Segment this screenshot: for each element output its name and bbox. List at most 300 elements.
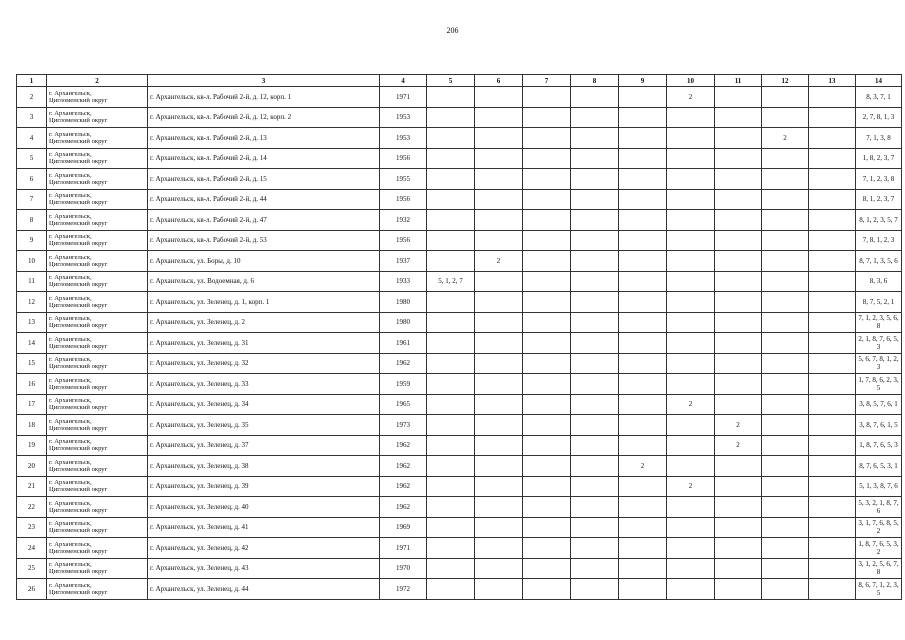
col8-cell (571, 169, 619, 190)
address-cell: г. Архангельск, ул. Зеленец, д. 44 (148, 579, 380, 600)
col14-cell: 8, 6, 7, 1, 2, 3, 5 (856, 579, 902, 600)
year-cell: 1953 (380, 128, 427, 149)
column-header: 14 (856, 75, 902, 87)
table-row (17, 374, 902, 395)
table-row (17, 210, 902, 231)
col13-cell (809, 394, 856, 415)
col7-cell (523, 128, 571, 149)
col14-cell: 2, 1, 8, 7, 6, 5, 3 (856, 333, 902, 354)
col11-cell (715, 353, 762, 374)
table-row (17, 333, 902, 354)
col12-cell (762, 251, 809, 272)
col6-cell (475, 415, 523, 436)
col11-cell (715, 230, 762, 251)
district-cell (47, 87, 148, 108)
col13-cell (809, 251, 856, 272)
year-cell: 1962 (380, 456, 427, 477)
district-cell (47, 251, 148, 272)
row-number-cell: 2 (17, 87, 47, 108)
column-header: 9 (619, 75, 667, 87)
district-cell (47, 271, 148, 292)
col10-cell (667, 210, 715, 231)
col9-cell (619, 476, 667, 497)
col9-cell (619, 353, 667, 374)
col12-cell (762, 353, 809, 374)
address-cell: г. Архангельск, кв-л. Рабочий 2-й, д. 44 (148, 189, 380, 210)
col11-cell (715, 169, 762, 190)
col8-cell (571, 558, 619, 579)
col5-cell (427, 517, 475, 538)
col13-cell (809, 107, 856, 128)
col8-cell (571, 394, 619, 415)
column-header: 12 (762, 75, 809, 87)
table-row (17, 456, 902, 477)
col10-cell: 2 (667, 87, 715, 108)
col7-cell (523, 189, 571, 210)
col14-cell: 3, 1, 2, 5, 6, 7, 8 (856, 558, 902, 579)
district-okrug: Цигломенский округ (49, 404, 108, 412)
district-okrug: Цигломенский округ (49, 158, 108, 166)
district-city: г. Архангельск, (49, 315, 92, 323)
col5-cell (427, 538, 475, 559)
year-cell: 1962 (380, 435, 427, 456)
district-okrug: Цигломенский округ (49, 547, 108, 555)
column-header: 13 (809, 75, 856, 87)
address-cell: г. Архангельск, кв-л. Рабочий 2-й, д. 13 (148, 128, 380, 149)
district-city: г. Архангельск, (49, 458, 92, 466)
col6-cell (475, 128, 523, 149)
row-number-cell: 18 (17, 415, 47, 436)
district-okrug: Цигломенский округ (49, 322, 108, 330)
row-number-cell: 9 (17, 230, 47, 251)
col11-cell (715, 128, 762, 149)
col11-cell (715, 189, 762, 210)
district-city: г. Архангельск, (49, 356, 92, 364)
col8-cell (571, 292, 619, 313)
year-cell: 1973 (380, 415, 427, 436)
district-city: г. Архангельск, (49, 438, 92, 446)
district-city: г. Архангельск, (49, 417, 92, 425)
col12-cell (762, 148, 809, 169)
col14-cell: 8, 7, 6, 5, 3, 1 (856, 456, 902, 477)
col14-cell: 5, 1, 3, 8, 7, 6 (856, 476, 902, 497)
address-cell: г. Архангельск, кв-л. Рабочий 2-й, д. 53 (148, 230, 380, 251)
address-cell: г. Архангельск, ул. Зеленец, д. 32 (148, 353, 380, 374)
col7-cell (523, 292, 571, 313)
col7-cell (523, 251, 571, 272)
col14-cell: 5, 3, 2, 1, 8, 7, 6 (856, 497, 902, 518)
column-header: 1 (17, 75, 47, 87)
year-cell: 1933 (380, 271, 427, 292)
col10-cell (667, 415, 715, 436)
col8-cell (571, 87, 619, 108)
col8-cell (571, 517, 619, 538)
col11-cell (715, 579, 762, 600)
col8-cell (571, 128, 619, 149)
district-cell (47, 107, 148, 128)
col8-cell (571, 230, 619, 251)
col13-cell (809, 456, 856, 477)
district-city: г. Архангельск, (49, 499, 92, 507)
district-cell (47, 353, 148, 374)
column-header: 2 (47, 75, 148, 87)
district-cell (47, 497, 148, 518)
district-okrug: Цигломенский округ (49, 383, 108, 391)
district-okrug: Цигломенский округ (49, 465, 108, 473)
district-okrug: Цигломенский округ (49, 219, 108, 227)
col7-cell (523, 579, 571, 600)
table-row (17, 251, 902, 272)
col13-cell (809, 210, 856, 231)
col11-cell (715, 497, 762, 518)
address-cell: г. Архангельск, ул. Зеленец, д. 35 (148, 415, 380, 436)
col13-cell (809, 333, 856, 354)
table-row (17, 394, 902, 415)
col9-cell (619, 189, 667, 210)
col10-cell (667, 148, 715, 169)
col5-cell (427, 394, 475, 415)
col8-cell (571, 538, 619, 559)
col13-cell (809, 148, 856, 169)
address-cell: г. Архангельск, ул. Зеленец, д. 31 (148, 333, 380, 354)
col5-cell (427, 353, 475, 374)
col12-cell (762, 292, 809, 313)
col14-cell: 8, 3, 6 (856, 271, 902, 292)
district-cell (47, 579, 148, 600)
col5-cell (427, 230, 475, 251)
row-number-cell: 15 (17, 353, 47, 374)
year-cell: 1980 (380, 312, 427, 333)
row-number-cell: 8 (17, 210, 47, 231)
district-cell (47, 210, 148, 231)
table-row (17, 128, 902, 149)
col7-cell (523, 538, 571, 559)
col8-cell (571, 148, 619, 169)
col14-cell: 1, 8, 7, 6, 5, 3 (856, 435, 902, 456)
col6-cell (475, 169, 523, 190)
col13-cell (809, 558, 856, 579)
col9-cell (619, 579, 667, 600)
col7-cell (523, 148, 571, 169)
row-number-cell: 6 (17, 169, 47, 190)
col9-cell (619, 292, 667, 313)
table-row (17, 538, 902, 559)
col10-cell (667, 292, 715, 313)
col6-cell (475, 476, 523, 497)
district-okrug: Цигломенский округ (49, 137, 108, 145)
col6-cell (475, 230, 523, 251)
district-okrug: Цигломенский округ (49, 178, 108, 186)
address-cell: г. Архангельск, ул. Зеленец, д. 39 (148, 476, 380, 497)
row-number-cell: 16 (17, 374, 47, 395)
district-okrug: Цигломенский округ (49, 506, 108, 514)
col14-cell: 8, 7, 5, 2, 1 (856, 292, 902, 313)
col9-cell (619, 251, 667, 272)
col5-cell (427, 558, 475, 579)
col14-cell: 5, 6, 7, 8, 1, 2, 3 (856, 353, 902, 374)
district-cell (47, 333, 148, 354)
col12-cell (762, 394, 809, 415)
district-city: г. Архангельск, (49, 233, 92, 241)
year-cell: 1971 (380, 538, 427, 559)
district-okrug: Цигломенский округ (49, 301, 108, 309)
district-okrug: Цигломенский округ (49, 527, 108, 535)
col14-cell: 1, 7, 8, 6, 2, 3, 5 (856, 374, 902, 395)
col9-cell (619, 394, 667, 415)
col8-cell (571, 435, 619, 456)
district-cell (47, 312, 148, 333)
district-city: г. Архангельск, (49, 397, 92, 405)
col13-cell (809, 128, 856, 149)
col7-cell (523, 230, 571, 251)
col13-cell (809, 87, 856, 108)
district-okrug: Цигломенский округ (49, 342, 108, 350)
col11-cell (715, 148, 762, 169)
col7-cell (523, 333, 571, 354)
register-body (17, 87, 902, 600)
col12-cell (762, 517, 809, 538)
address-cell: г. Архангельск, ул. Зеленец, д. 38 (148, 456, 380, 477)
table-row (17, 107, 902, 128)
year-cell: 1956 (380, 148, 427, 169)
header-row (17, 75, 902, 87)
col8-cell (571, 251, 619, 272)
district-okrug: Цигломенский округ (49, 260, 108, 268)
col13-cell (809, 312, 856, 333)
col5-cell (427, 497, 475, 518)
col10-cell (667, 169, 715, 190)
address-cell: г. Архангельск, кв-л. Рабочий 2-й, д. 12, корп. 2 (148, 107, 380, 128)
table-row (17, 292, 902, 313)
col13-cell (809, 271, 856, 292)
district-city: г. Архангельск, (49, 110, 92, 118)
col6-cell: 2 (475, 251, 523, 272)
table-row (17, 558, 902, 579)
col5-cell (427, 333, 475, 354)
col14-cell: 8, 7, 1, 3, 5, 6 (856, 251, 902, 272)
col7-cell (523, 374, 571, 395)
col14-cell: 7, 1, 2, 3, 8 (856, 169, 902, 190)
col7-cell (523, 456, 571, 477)
col5-cell (427, 251, 475, 272)
col9-cell (619, 435, 667, 456)
col5-cell (427, 189, 475, 210)
year-cell: 1965 (380, 394, 427, 415)
col5-cell (427, 292, 475, 313)
district-okrug: Цигломенский округ (49, 486, 108, 494)
col11-cell: 2 (715, 435, 762, 456)
row-number-cell: 24 (17, 538, 47, 559)
col12-cell (762, 333, 809, 354)
col10-cell (667, 497, 715, 518)
address-cell: г. Архангельск, ул. Зеленец, д. 33 (148, 374, 380, 395)
col5-cell (427, 312, 475, 333)
column-header: 8 (571, 75, 619, 87)
table-row (17, 517, 902, 538)
col11-cell (715, 251, 762, 272)
district-okrug: Цигломенский округ (49, 199, 108, 207)
row-number-cell: 20 (17, 456, 47, 477)
col12-cell (762, 230, 809, 251)
district-cell (47, 128, 148, 149)
year-cell: 1953 (380, 107, 427, 128)
col13-cell (809, 517, 856, 538)
col14-cell: 7, 8, 1, 2, 3 (856, 230, 902, 251)
col9-cell (619, 538, 667, 559)
address-cell: г. Архангельск, ул. Зеленец, д. 2 (148, 312, 380, 333)
col13-cell (809, 292, 856, 313)
address-cell: г. Архангельск, ул. Зеленец, д. 34 (148, 394, 380, 415)
col6-cell (475, 148, 523, 169)
col8-cell (571, 415, 619, 436)
col6-cell (475, 374, 523, 395)
col11-cell (715, 394, 762, 415)
row-number-cell: 21 (17, 476, 47, 497)
col13-cell (809, 169, 856, 190)
col8-cell (571, 189, 619, 210)
col13-cell (809, 353, 856, 374)
col10-cell (667, 312, 715, 333)
district-okrug: Цигломенский округ (49, 281, 108, 289)
col12-cell (762, 374, 809, 395)
col6-cell (475, 579, 523, 600)
col9-cell (619, 128, 667, 149)
row-number-cell: 4 (17, 128, 47, 149)
district-city: г. Архангельск, (49, 171, 92, 179)
year-cell: 1980 (380, 292, 427, 313)
col11-cell (715, 476, 762, 497)
col6-cell (475, 333, 523, 354)
district-cell (47, 394, 148, 415)
year-cell: 1971 (380, 87, 427, 108)
col11-cell (715, 538, 762, 559)
col8-cell (571, 374, 619, 395)
table-row (17, 271, 902, 292)
col8-cell (571, 333, 619, 354)
col5-cell (427, 415, 475, 436)
col5-cell: 5, 1, 2, 7 (427, 271, 475, 292)
row-number-cell: 10 (17, 251, 47, 272)
col5-cell (427, 374, 475, 395)
col9-cell (619, 415, 667, 436)
col5-cell (427, 128, 475, 149)
district-cell (47, 558, 148, 579)
col8-cell (571, 497, 619, 518)
col12-cell (762, 169, 809, 190)
table-row (17, 435, 902, 456)
col9-cell (619, 107, 667, 128)
col9-cell (619, 271, 667, 292)
column-header: 11 (715, 75, 762, 87)
year-cell: 1959 (380, 374, 427, 395)
district-cell (47, 169, 148, 190)
address-cell: г. Архангельск, ул. Зеленец, д. 41 (148, 517, 380, 538)
row-number-cell: 5 (17, 148, 47, 169)
table-row (17, 415, 902, 436)
year-cell: 1956 (380, 230, 427, 251)
col6-cell (475, 353, 523, 374)
district-city: г. Архангельск, (49, 130, 92, 138)
col10-cell (667, 107, 715, 128)
district-cell (47, 456, 148, 477)
col7-cell (523, 497, 571, 518)
col14-cell: 7, 1, 3, 8 (856, 128, 902, 149)
row-number-cell: 19 (17, 435, 47, 456)
row-number-cell: 14 (17, 333, 47, 354)
col11-cell (715, 374, 762, 395)
col13-cell (809, 230, 856, 251)
col10-cell (667, 538, 715, 559)
col14-cell: 8, 1, 2, 3, 5, 7 (856, 210, 902, 231)
col10-cell (667, 189, 715, 210)
col13-cell (809, 189, 856, 210)
district-okrug: Цигломенский округ (49, 588, 108, 596)
col7-cell (523, 435, 571, 456)
col14-cell: 3, 1, 7, 6, 8, 5, 2 (856, 517, 902, 538)
col7-cell (523, 353, 571, 374)
district-okrug: Цигломенский округ (49, 96, 108, 104)
year-cell: 1956 (380, 189, 427, 210)
col12-cell (762, 210, 809, 231)
col10-cell: 2 (667, 476, 715, 497)
year-cell: 1962 (380, 497, 427, 518)
col12-cell (762, 456, 809, 477)
col14-cell: 7, 1, 2, 3, 5, 6, 8 (856, 312, 902, 333)
col10-cell (667, 128, 715, 149)
address-cell: г. Архангельск, ул. Боры, д. 10 (148, 251, 380, 272)
col11-cell: 2 (715, 415, 762, 436)
col6-cell (475, 210, 523, 231)
address-cell: г. Архангельск, ул. Зеленец, д. 42 (148, 538, 380, 559)
year-cell: 1961 (380, 333, 427, 354)
col13-cell (809, 415, 856, 436)
district-cell (47, 374, 148, 395)
col7-cell (523, 107, 571, 128)
col6-cell (475, 292, 523, 313)
col11-cell (715, 333, 762, 354)
col8-cell (571, 476, 619, 497)
col8-cell (571, 312, 619, 333)
col13-cell (809, 476, 856, 497)
col9-cell (619, 497, 667, 518)
col8-cell (571, 456, 619, 477)
row-number-cell: 13 (17, 312, 47, 333)
col14-cell: 2, 7, 8, 1, 3 (856, 107, 902, 128)
col9-cell (619, 374, 667, 395)
district-city: г. Архангельск, (49, 294, 92, 302)
col13-cell (809, 579, 856, 600)
year-cell: 1970 (380, 558, 427, 579)
col6-cell (475, 558, 523, 579)
table-row (17, 579, 902, 600)
district-cell (47, 292, 148, 313)
col7-cell (523, 210, 571, 231)
row-number-cell: 3 (17, 107, 47, 128)
col11-cell (715, 517, 762, 538)
col7-cell (523, 87, 571, 108)
col5-cell (427, 169, 475, 190)
col12-cell (762, 435, 809, 456)
col11-cell (715, 292, 762, 313)
col6-cell (475, 435, 523, 456)
district-cell (47, 476, 148, 497)
col12-cell (762, 558, 809, 579)
table-row (17, 497, 902, 518)
district-okrug: Цигломенский округ (49, 363, 108, 371)
col8-cell (571, 579, 619, 600)
col10-cell (667, 374, 715, 395)
district-okrug: Цигломенский округ (49, 568, 108, 576)
